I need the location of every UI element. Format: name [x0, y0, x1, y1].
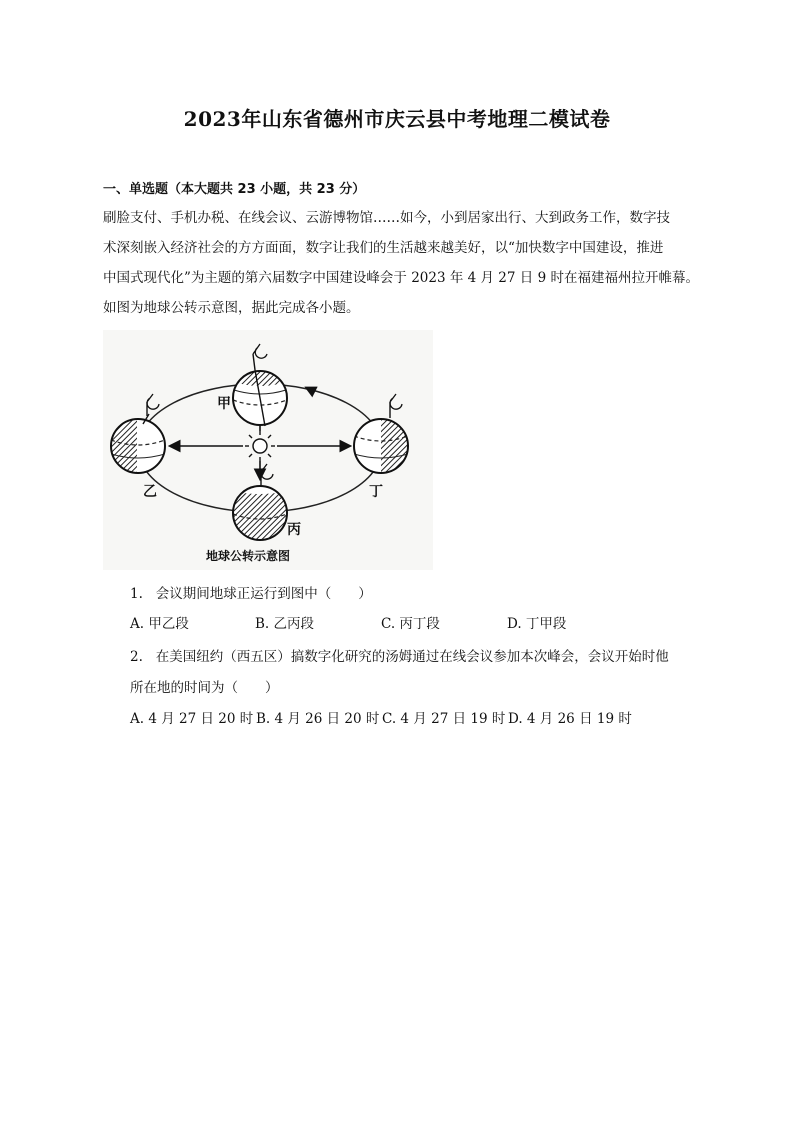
question-2-options: [130, 707, 632, 727]
question-2-continued: [130, 676, 279, 696]
exam-title: 2023年山东省德州市庆云县中考地理二模试卷: [183, 107, 611, 131]
question-text: 在美国纽约（西五区）搞数字化研究的汤姆通过在线会议参加本次峰会，会议开始时他: [155, 649, 669, 665]
option-a[interactable]: A. 4 月 27 日 20 时: [130, 711, 254, 727]
option-b[interactable]: B. 乙丙段: [255, 616, 315, 632]
section-heading: 一、单选题（本大题共 23 小题，共 23 分）: [103, 182, 366, 197]
passage-line: 如图为地球公转示意图，据此完成各小题。: [103, 300, 360, 316]
reading-passage: [103, 203, 707, 323]
label-yi: 乙: [143, 484, 157, 500]
question-1-options: [130, 612, 566, 632]
question-number: 2.: [130, 649, 143, 665]
passage-line: 术深刻嵌入经济社会的方方面面，数字让我们的生活越来越美好，以“加快数字中国建设，推进: [103, 240, 664, 256]
option-a[interactable]: A. 甲乙段: [130, 616, 189, 632]
option-c[interactable]: C. 丙丁段: [381, 616, 440, 632]
option-d[interactable]: D. 丁甲段: [507, 616, 567, 632]
figure-caption: 地球公转示意图: [206, 549, 291, 563]
question-text: 会议期间地球正运行到图中（ ）: [155, 586, 372, 602]
question-1: [130, 582, 372, 602]
question-text: 所在地的时间为（ ）: [130, 680, 279, 696]
option-c[interactable]: C. 4 月 27 日 19 时: [382, 711, 506, 727]
label-jia: 甲: [217, 396, 231, 412]
question-2: [130, 645, 669, 665]
label-ding: 丁: [369, 484, 383, 500]
label-bing: 丙: [287, 522, 301, 538]
earth-revolution-diagram: [103, 330, 433, 570]
passage-line: 刷脸支付、手机办税、在线会议、云游博物馆……如今，小到居家出行、大到政务工作，数字技: [103, 210, 670, 226]
passage-line: 中国式现代化”为主题的第六届数字中国建设峰会于 2023 年 4 月 27 日 9 时在福建福州拉开帷幕。: [103, 270, 699, 286]
option-b[interactable]: B. 4 月 26 日 20 时: [256, 711, 380, 727]
question-number: 1.: [130, 586, 143, 602]
option-d[interactable]: D. 4 月 26 日 19 时: [508, 711, 632, 727]
